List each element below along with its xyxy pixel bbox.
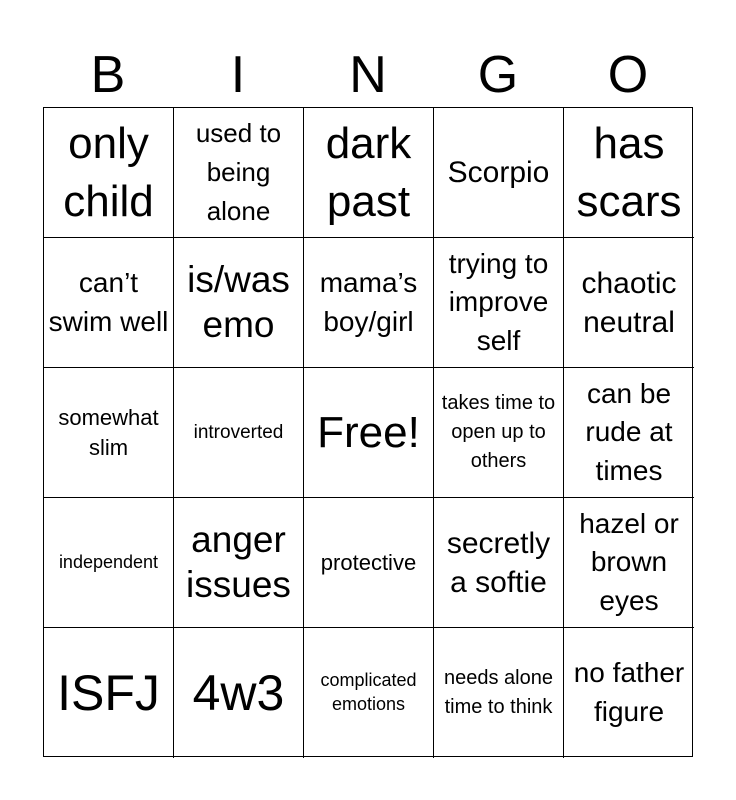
bingo-cell[interactable] [44, 238, 174, 368]
bingo-cell-text: can’t swim well [48, 266, 169, 337]
bingo-cell[interactable] [564, 368, 694, 498]
bingo-cell-text: trying to improve self [448, 247, 549, 356]
bingo-cell[interactable] [434, 498, 564, 628]
bingo-cell[interactable] [304, 368, 434, 498]
bingo-cell[interactable] [304, 108, 434, 238]
bingo-cell-text: introverted [193, 421, 284, 443]
bingo-cell-text: is/was emo [187, 259, 290, 345]
bingo-cell-text: 4w3 [192, 664, 285, 721]
header-letter-g: G [477, 46, 519, 104]
bingo-cell[interactable] [44, 108, 174, 238]
bingo-cell[interactable] [44, 498, 174, 628]
bingo-cell[interactable] [564, 628, 694, 758]
bingo-cell[interactable] [304, 498, 434, 628]
bingo-cell[interactable] [44, 368, 174, 498]
bingo-cell-text: independent [58, 551, 159, 572]
bingo-cell[interactable] [174, 108, 304, 238]
bingo-cell-text: protective [320, 549, 417, 575]
bingo-cell-text: somewhat slim [58, 404, 159, 460]
bingo-cell-text: used to being alone [195, 118, 282, 226]
bingo-cell-text: Scorpio [447, 156, 550, 189]
bingo-cell-text: mama’s boy/girl [319, 266, 418, 337]
bingo-cell[interactable] [304, 238, 434, 368]
bingo-cell[interactable] [174, 368, 304, 498]
bingo-cell[interactable] [434, 238, 564, 368]
bingo-cell-text: hazel or brown eyes [579, 507, 679, 616]
bingo-cell-text: can be rude at times [585, 377, 673, 486]
bingo-cell-text: needs alone time to think [444, 667, 553, 718]
bingo-cell[interactable] [434, 368, 564, 498]
bingo-cell[interactable] [564, 498, 694, 628]
bingo-cell-text: no father figure [573, 657, 685, 727]
bingo-cell-text: only child [63, 119, 154, 226]
bingo-cell-text: takes time to open up to others [441, 392, 556, 472]
bingo-cell[interactable] [304, 628, 434, 758]
bingo-cell-text: secretly a softie [446, 526, 551, 599]
bingo-cell[interactable] [564, 108, 694, 238]
bingo-header [43, 44, 693, 106]
bingo-cell[interactable] [174, 628, 304, 758]
bingo-cell-text: has scars [576, 119, 682, 226]
bingo-cell-text: Free! [317, 407, 420, 457]
bingo-cell-text: complicated emotions [320, 670, 417, 714]
bingo-cell[interactable] [174, 498, 304, 628]
bingo-cell[interactable] [564, 238, 694, 368]
bingo-cell-text: dark past [325, 119, 412, 226]
bingo-cell[interactable] [434, 108, 564, 238]
bingo-board [43, 107, 693, 757]
bingo-cell[interactable] [174, 238, 304, 368]
header-letter-i: I [230, 46, 246, 104]
header-letter-b: B [90, 46, 126, 104]
bingo-cell-text: chaotic neutral [581, 266, 677, 339]
header-letter-n: N [349, 46, 387, 104]
bingo-cell[interactable] [434, 628, 564, 758]
bingo-cell-text: anger issues [186, 519, 291, 605]
bingo-cell-text: ISFJ [57, 664, 160, 721]
bingo-cell[interactable] [44, 628, 174, 758]
header-letter-o: O [607, 46, 649, 104]
